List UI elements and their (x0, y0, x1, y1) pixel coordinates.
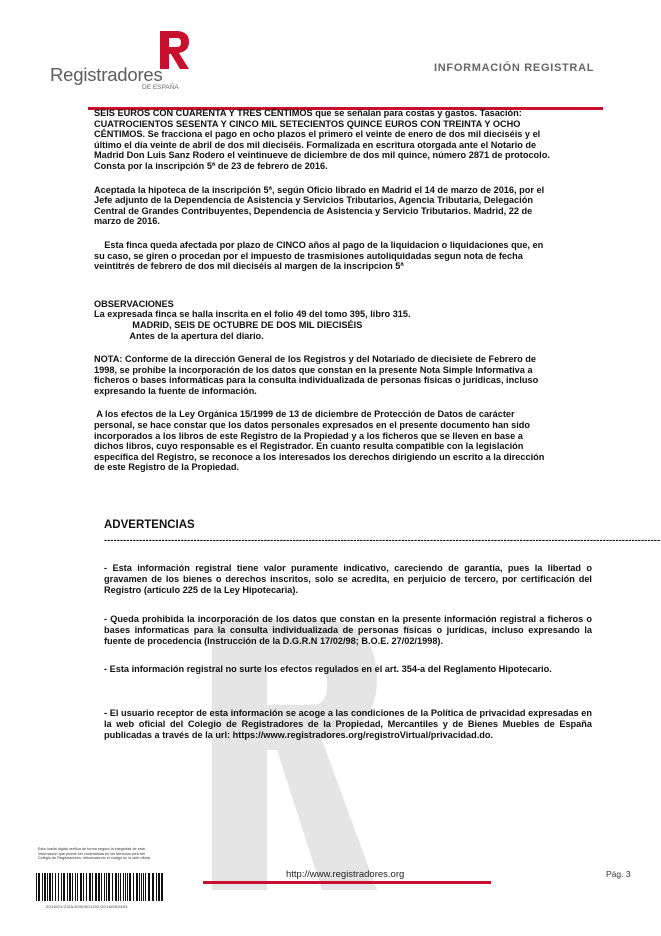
body-line: SEIS EUROS CON CUARENTA Y TRES CÉNTIMOS que se señalan para costas y gastos. Tasación: (94, 108, 522, 118)
footer-divider (203, 881, 491, 884)
obs-line: Antes de la apertura del diario. (94, 330, 264, 341)
lopd-line: específica del Registro, se reconoce a los interesados los derechos dirigiendo un escrito a la dirección (94, 451, 545, 462)
barcode-bar (75, 873, 76, 901)
lopd-line: de este Registro de la Propiedad. (94, 462, 239, 473)
barcode-bar (125, 873, 126, 901)
barcode-bar (104, 873, 105, 901)
barcode-bar (61, 873, 62, 901)
barcode-bar (67, 873, 68, 901)
nota-line: NOTA: Conforme de la dirección General de los Registros y del Notariado de diecisiete de Febrero de (94, 354, 536, 365)
barcode-bar (133, 873, 134, 901)
barcode-bar (115, 873, 117, 901)
body-line: su caso, se giren o procedan por el impuesto de trasmisiones autoliquidadas segun nota de fecha (94, 250, 523, 261)
barcode-bar (145, 873, 146, 901)
barcode-bar (106, 873, 107, 901)
barcode-bar (72, 873, 73, 901)
page-number: Pág. 3 (606, 869, 631, 879)
barcode-bar (86, 873, 87, 901)
barcode-bar (141, 873, 142, 901)
body-line: Madrid Don Luis Sanz Rodero el veintinueve de diciembre de dos mil quince, número 2871 de protocolo. (94, 150, 550, 161)
barcode-bar (36, 873, 37, 901)
logo-subtext: DE ESPAÑA (142, 84, 179, 91)
barcode-bar (136, 873, 138, 901)
barcode-bar (148, 873, 150, 901)
barcode-bar (42, 873, 43, 901)
barcode (36, 873, 164, 901)
barcode-bar (47, 873, 48, 901)
barcode-bar (89, 873, 91, 901)
barcode-bar (95, 873, 97, 901)
barcode-bar (52, 873, 53, 901)
barcode-bar (58, 873, 59, 901)
barcode-bar (139, 873, 140, 901)
logo-text: Registradores (50, 64, 163, 85)
body-line: Aceptada la hipoteca de la inscripción 5ª, según Oficio librado en Madrid el 14 de marzo de 2016, por el (94, 184, 545, 195)
advertencias-title: ADVERTENCIAS (104, 519, 195, 531)
obs-line: La expresada finca se halla inscrita en el folio 49 del tomo 395, libro 315. (94, 309, 411, 320)
registradores-logo (50, 30, 180, 96)
barcode-bar (152, 873, 154, 901)
verification-note (38, 847, 188, 861)
nota-line: ficheros o bases informáticas para la consulta individualizada de personas físicas o jurídicas, incluso (94, 375, 539, 386)
body-line: último el día veinte de abril de dos mil dieciséis. Formalizada en escritura otorgada ante el Notario de (94, 139, 537, 150)
barcode-bar (161, 873, 163, 901)
dashed-divider: ------------------------------------------------------------------------------------------------------------------------------------------------------------------------------ (104, 535, 661, 545)
barcode-bar (112, 873, 113, 901)
advertencia-item: - Queda prohibida la incorporación de los datos que constan en la presente información registral a ficheros o bases informaticas para la consulta individualizada de personas físicas o jurídicas, incluso expresando la fuente de procedencia (Instrucción de la D.G.R.N 17/02/98; B.O.E. 27/02/1998). (104, 614, 592, 646)
barcode-bar (38, 873, 40, 901)
barcode-bar (123, 873, 124, 901)
lopd-line: A los efectos de la Ley Orgánica 15/1999 de 13 de diciembre de Protección de Datos de carácter (94, 409, 515, 420)
body-line: Esta finca queda afectada por plazo de CINCO años al pago de la liquidacion o liquidaciones que, en (94, 239, 544, 250)
footer-url[interactable]: http://www.registradores.org (286, 869, 405, 880)
barcode-bar (108, 873, 110, 901)
barcode-bar (129, 873, 131, 901)
barcode-number: 2016/01/23/A/00000012/D/2016/000453 (46, 904, 128, 909)
body-line: Jefe adjunto de la Dependencia de Asistencia y Servicios Tributarios, Agencia Tributaria, Delegación (94, 195, 533, 206)
document-body (94, 108, 594, 473)
barcode-bar (83, 873, 84, 901)
observaciones-title: OBSERVACIONES (94, 298, 174, 309)
obs-line: MADRID, SEIS DE OCTUBRE DE DOS MIL DIECISÉIS (94, 319, 363, 330)
barcode-bar (69, 873, 71, 901)
barcode-bar (101, 873, 102, 901)
barcode-bar (98, 873, 100, 901)
watermark-logo (172, 610, 392, 900)
header-title: INFORMACIÓN REGISTRAL (434, 62, 595, 74)
barcode-bar (92, 873, 93, 901)
body-line: Consta por la inscripción 5ª de 23 de febrero de 2016. (94, 160, 328, 171)
barcode-bar (158, 873, 160, 901)
verification-note-line: información que puede ser contrastada en los servicios web del (38, 851, 146, 856)
barcode-bar (77, 873, 78, 901)
advertencia-item: - Esta información registral no surte los efectos regulados en el art. 354-a del Reglamento Hipotecario. (104, 664, 552, 674)
verification-note-line: Colegio de Registradores, introduciendo el código en la web oficial (38, 856, 151, 861)
barcode-bar (156, 873, 157, 901)
nota-line: expresando la fuente de información. (94, 385, 257, 396)
body-line: veintitrés de febrero de dos mil dieciséis al margen de la inscripcion 5ª (94, 261, 404, 272)
barcode-bar (120, 873, 121, 901)
barcode-bar (63, 873, 65, 901)
body-line: CÉNTIMOS. Se fracciona el pago en ocho plazos el primero el veinte de enero de dos mil dieciséis y el (94, 129, 541, 140)
logo-r-icon (158, 30, 190, 70)
body-line: marzo de 2016. (94, 216, 160, 227)
lopd-line: incorporados a los libros de este Registro de la Propiedad y a los ficheros que se lleven en base a (94, 430, 523, 441)
barcode-bar (143, 873, 144, 901)
lopd-line: dichos libros, cuyo responsable es el Registrador. En cuanto resulta compatible con la legislación (94, 441, 524, 452)
lopd-line: personal, se hace constar que los datos personales expresados en el presente documento han sido (94, 420, 531, 431)
body-line: CUATROCIENTOS SESENTA Y CINCO MIL SETECIENTOS QUINCE EUROS CON TREINTA Y OCHO (94, 118, 521, 129)
barcode-bar (49, 873, 51, 901)
barcode-bar (118, 873, 119, 901)
barcode-bar (127, 873, 128, 901)
advertencia-item: - El usuario receptor de esta información se acoge a las condiciones de la Política de privacidad expresadas en la web oficial del Colegio de Registradores de la Propiedad, Mercantiles y de Bienes Muebles de España publicadas a través de la url: https://www.registradores.org/registroVirtual/privacidad.do. (104, 708, 592, 740)
advertencia-item: - Esta información registral tiene valor puramente indicativo, careciendo de garantía, pues la libertad o gravamen de los bienes o derechos inscritos, solo se acredita, en perjuicio de tercero, por certificación del Registro (artículo 225 de la Ley Hipotecaria). (104, 563, 592, 595)
barcode-bar (55, 873, 56, 901)
barcode-bar (44, 873, 46, 901)
verification-note-line: Esta huella digital verifica de forma segura la integridad de esta (38, 847, 145, 851)
nota-line: 1998, se prohíbe la incorporación de los datos que constan en la presente Nota Simple Informativa a (94, 364, 533, 375)
barcode-bar (80, 873, 82, 901)
body-line: Central de Grandes Contribuyentes, Dependencia de Asistencia y Servicio Tributarios. Madrid, 22 de (94, 205, 533, 216)
